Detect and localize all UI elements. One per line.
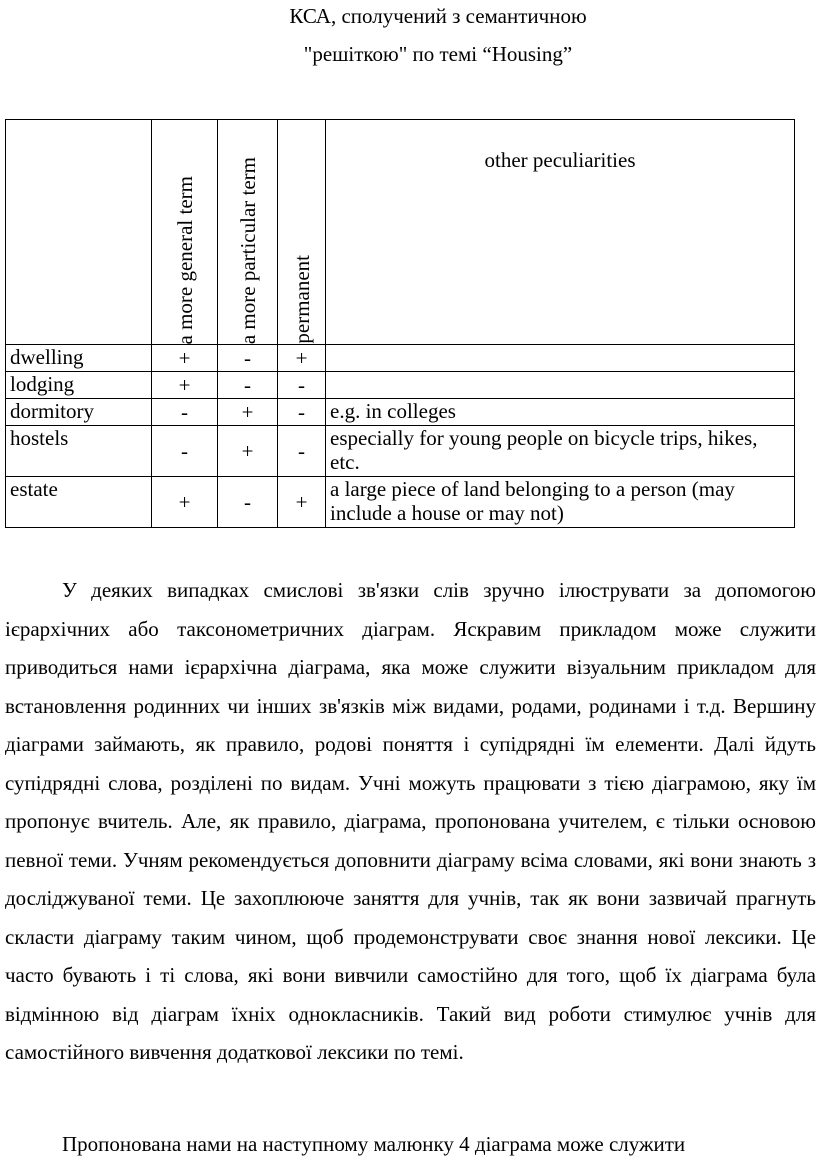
particular-cell: - xyxy=(218,372,278,399)
table-row xyxy=(6,345,795,372)
table-row xyxy=(6,477,795,528)
header-general-term: a more general term xyxy=(172,175,197,344)
term-cell: dormitory xyxy=(6,399,152,426)
permanent-cell: + xyxy=(278,477,326,528)
other-cell: especially for young people on bicycle trips, hikes, etc. xyxy=(326,426,795,477)
general-cell: + xyxy=(152,477,218,528)
body-paragraph: Пропонована нами на наступному малюнку 4 діаграма може служити xyxy=(62,1132,686,1156)
particular-cell: - xyxy=(218,477,278,528)
body-paragraph: У деяких випадках смислові зв'язки слів зручно ілюструвати за допомогою ієрархічних або таксонометричних діаграм. Яскравим прикладом може служити приводиться нами ієрархічна діаграма, яка може служити візуальним прикладом для встановлення родинних чи інших зв'язків між видами, родами, родинами і т.д. Вершину діаграми займають, як правило, родові поняття і супідрядні їм елементи. Далі йдуть супідрядні слова, розділені по видам. Учні можуть працювати з тією діаграмою, яку їм пропонує вчитель. Але, як правило, діаграма, пропонована учителем, є тільки основою певної теми. Учням рекомендується доповнити діаграму всіма словами, які вони знають з досліджуваної теми. Це захоплююче заняття для учнів, так як вони зазвичай прагнуть скласти діаграму таким чином, щоб продемонструвати своє знання нової лексики. Це часто бувають і ті слова, які вони вивчили самостійно для того, щоб їх діаграма була відмінною від діаграм їхніх однокласників. Такий вид роботи стимулює учнів для самостійного вивчення додаткової лексики по темі. xyxy=(5,578,816,1064)
term-cell: hostels xyxy=(6,426,152,477)
general-cell: - xyxy=(152,399,218,426)
table-header-cell xyxy=(218,120,278,345)
document-title-line1: КСА, сполучений з семантичною xyxy=(289,4,587,28)
permanent-cell: - xyxy=(278,372,326,399)
permanent-cell: + xyxy=(278,345,326,372)
general-cell: + xyxy=(152,345,218,372)
general-cell: - xyxy=(152,426,218,477)
header-particular-term: a more particular term xyxy=(235,156,260,344)
table-header-cell xyxy=(278,120,326,345)
particular-cell: + xyxy=(218,426,278,477)
table-header-cell xyxy=(326,120,795,345)
term-cell: estate xyxy=(6,477,152,528)
other-cell xyxy=(326,372,795,399)
permanent-cell: - xyxy=(278,399,326,426)
other-cell xyxy=(326,345,795,372)
table-header-cell-empty xyxy=(6,120,152,345)
table-row xyxy=(6,372,795,399)
table-header-cell xyxy=(152,120,218,345)
other-cell: e.g. in colleges xyxy=(326,399,795,426)
particular-cell: - xyxy=(218,345,278,372)
term-cell: lodging xyxy=(6,372,152,399)
semantic-grid-table xyxy=(5,119,795,528)
table-row xyxy=(6,426,795,477)
permanent-cell: - xyxy=(278,426,326,477)
document-title-line2: "решіткою" по темі “Housing” xyxy=(303,42,573,66)
header-permanent: permanent xyxy=(289,255,314,344)
term-cell: dwelling xyxy=(6,345,152,372)
particular-cell: + xyxy=(218,399,278,426)
table-header-row xyxy=(6,120,795,345)
header-other-peculiarities: other peculiarities xyxy=(484,148,636,172)
table-row xyxy=(6,399,795,426)
general-cell: + xyxy=(152,372,218,399)
other-cell: a large piece of land belonging to a person (may include a house or may not) xyxy=(326,477,795,528)
